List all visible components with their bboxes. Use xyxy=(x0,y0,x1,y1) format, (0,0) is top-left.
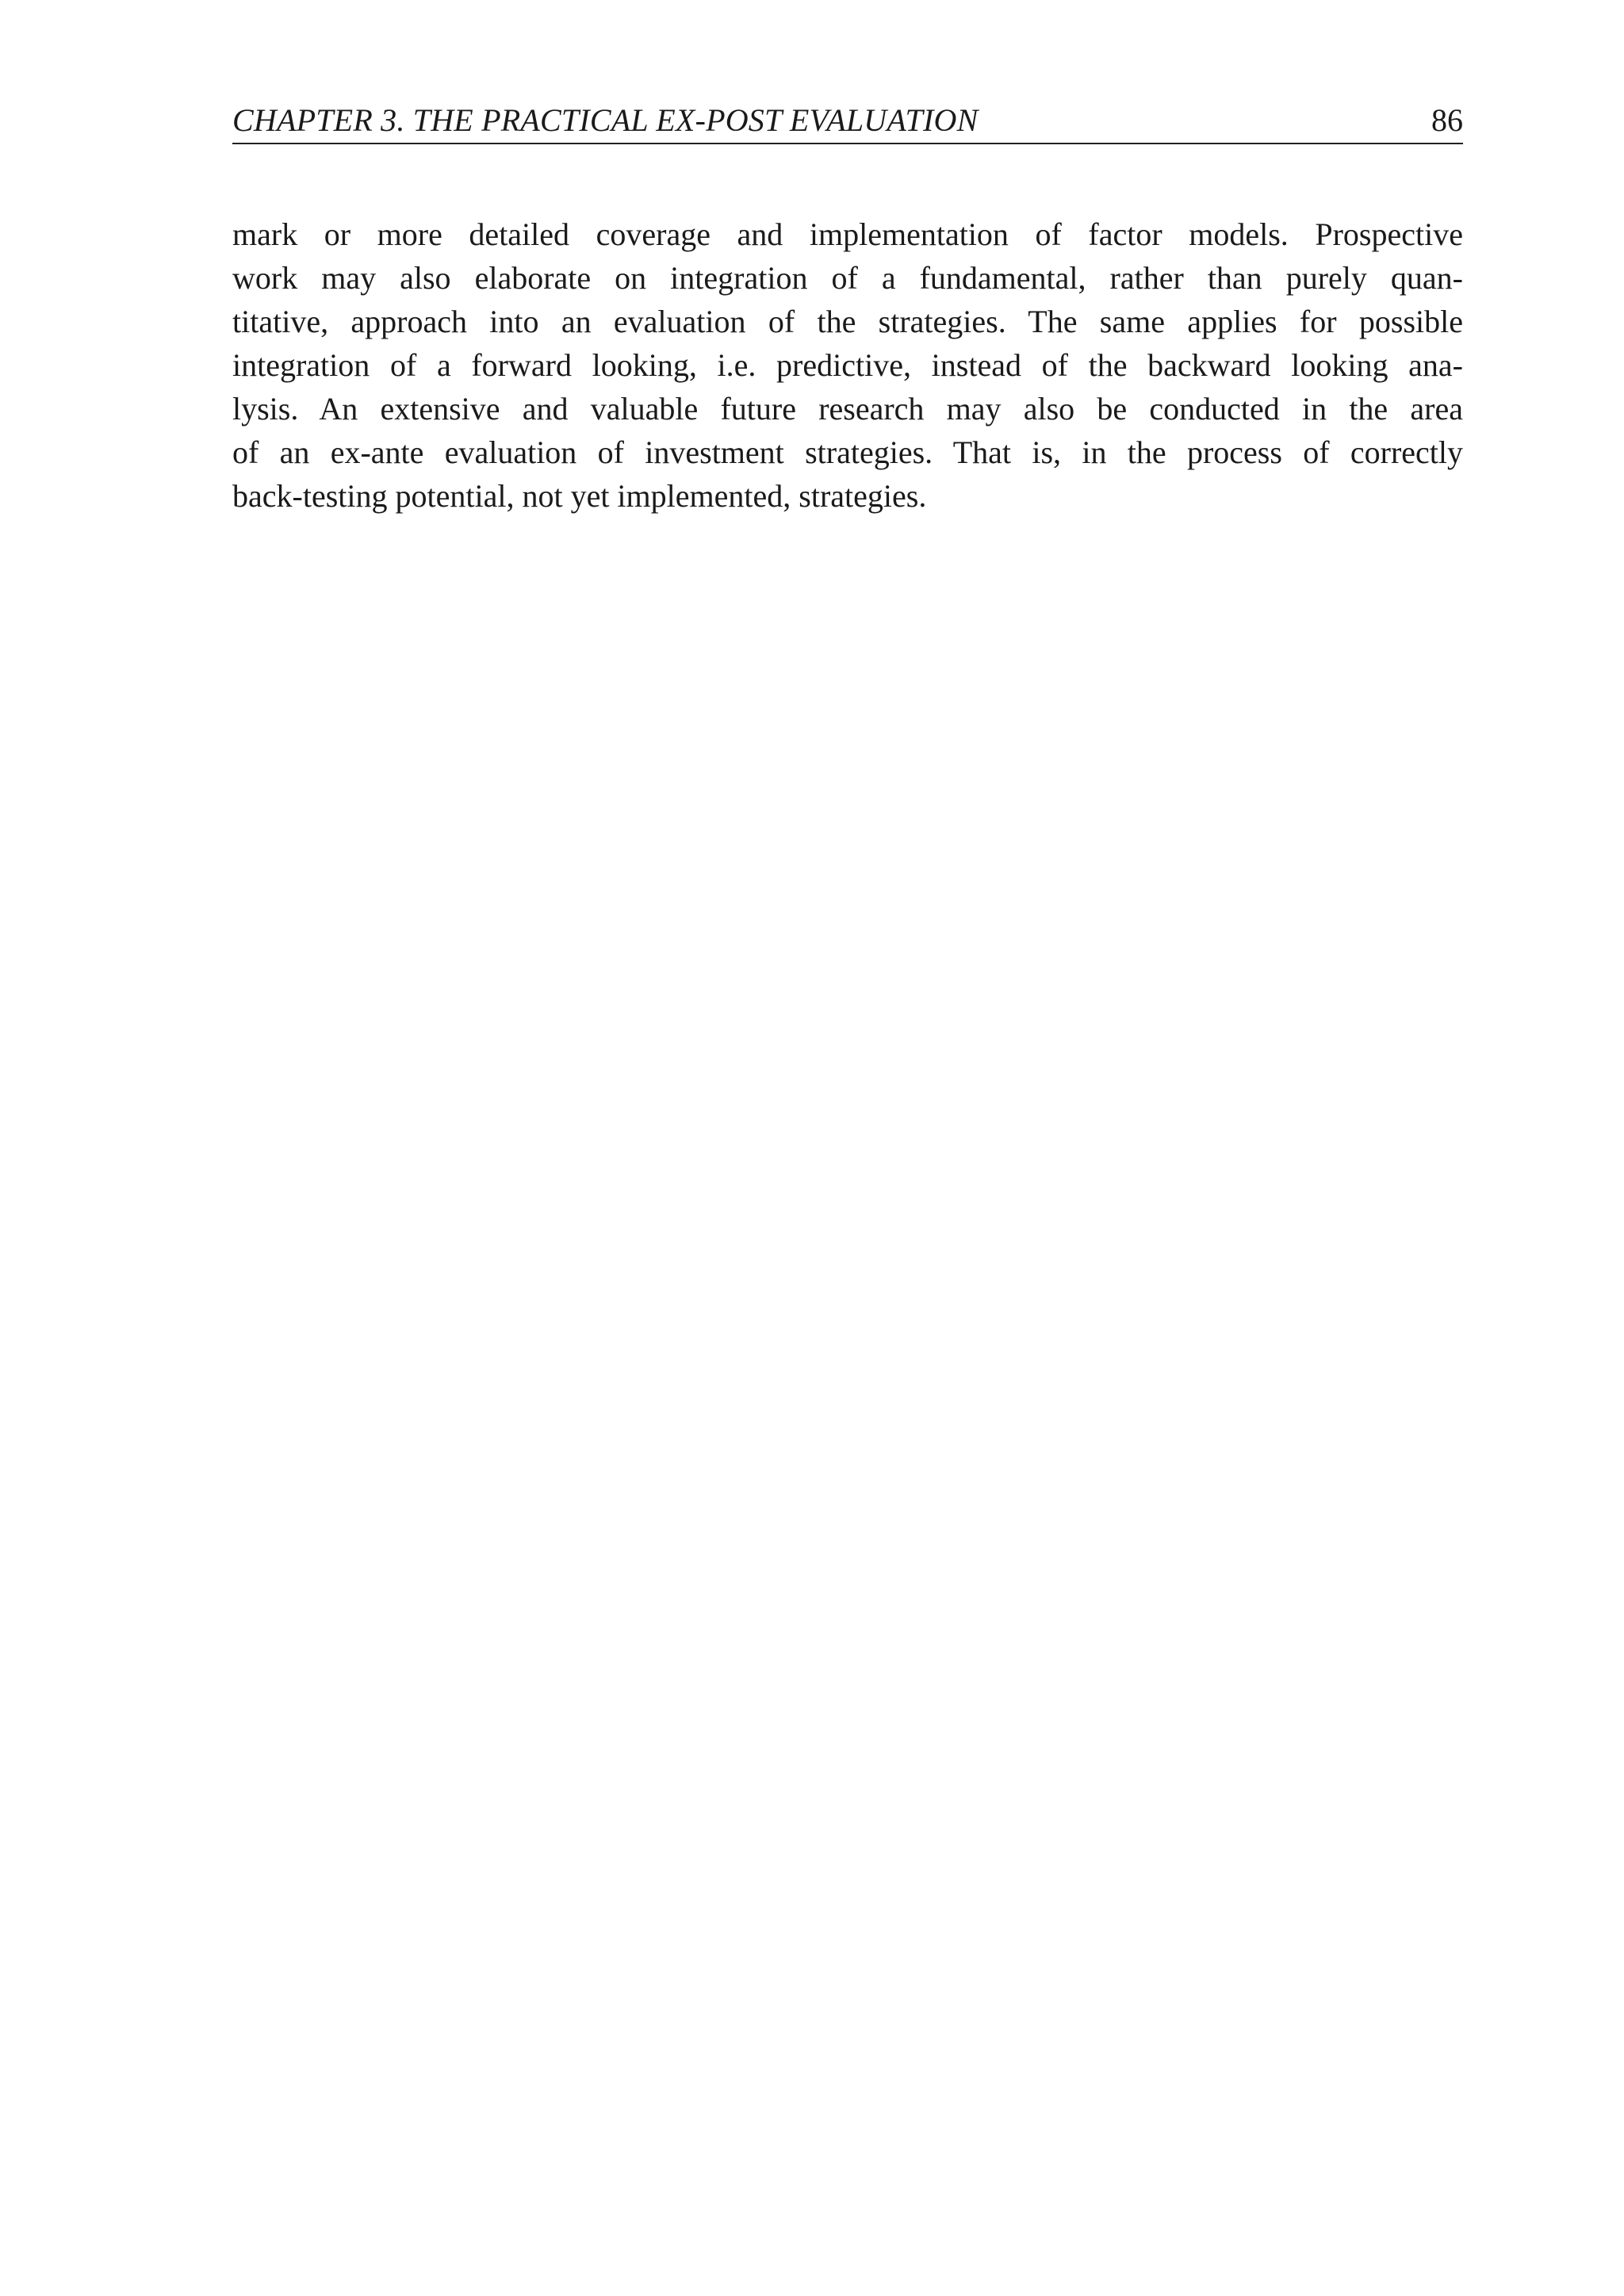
paragraph-line: titative, approach into an evaluation of the strategies. The same applies for possible xyxy=(232,304,1463,339)
paragraph-line: lysis. An extensive and valuable future research may also be conducted in the area xyxy=(232,391,1463,427)
paragraph-line: work may also elaborate on integration of a fundamental, rather than purely quan- xyxy=(232,260,1463,296)
paragraph-line: back-testing potential, not yet implemented, strategies. xyxy=(232,478,927,514)
paragraph-line: mark or more detailed coverage and implementation of factor models. Prospective xyxy=(232,216,1463,252)
running-header xyxy=(232,98,1463,144)
chapter-title: CHAPTER 3. THE PRACTICAL EX-POST EVALUATION xyxy=(232,102,979,138)
body-paragraph xyxy=(232,212,1463,518)
paragraph-line: integration of a forward looking, i.e. predictive, instead of the backward looking ana- xyxy=(232,347,1463,383)
page-number: 86 xyxy=(1431,102,1463,138)
paragraph-line: of an ex-ante evaluation of investment strategies. That is, in the process of correctly xyxy=(232,434,1463,470)
